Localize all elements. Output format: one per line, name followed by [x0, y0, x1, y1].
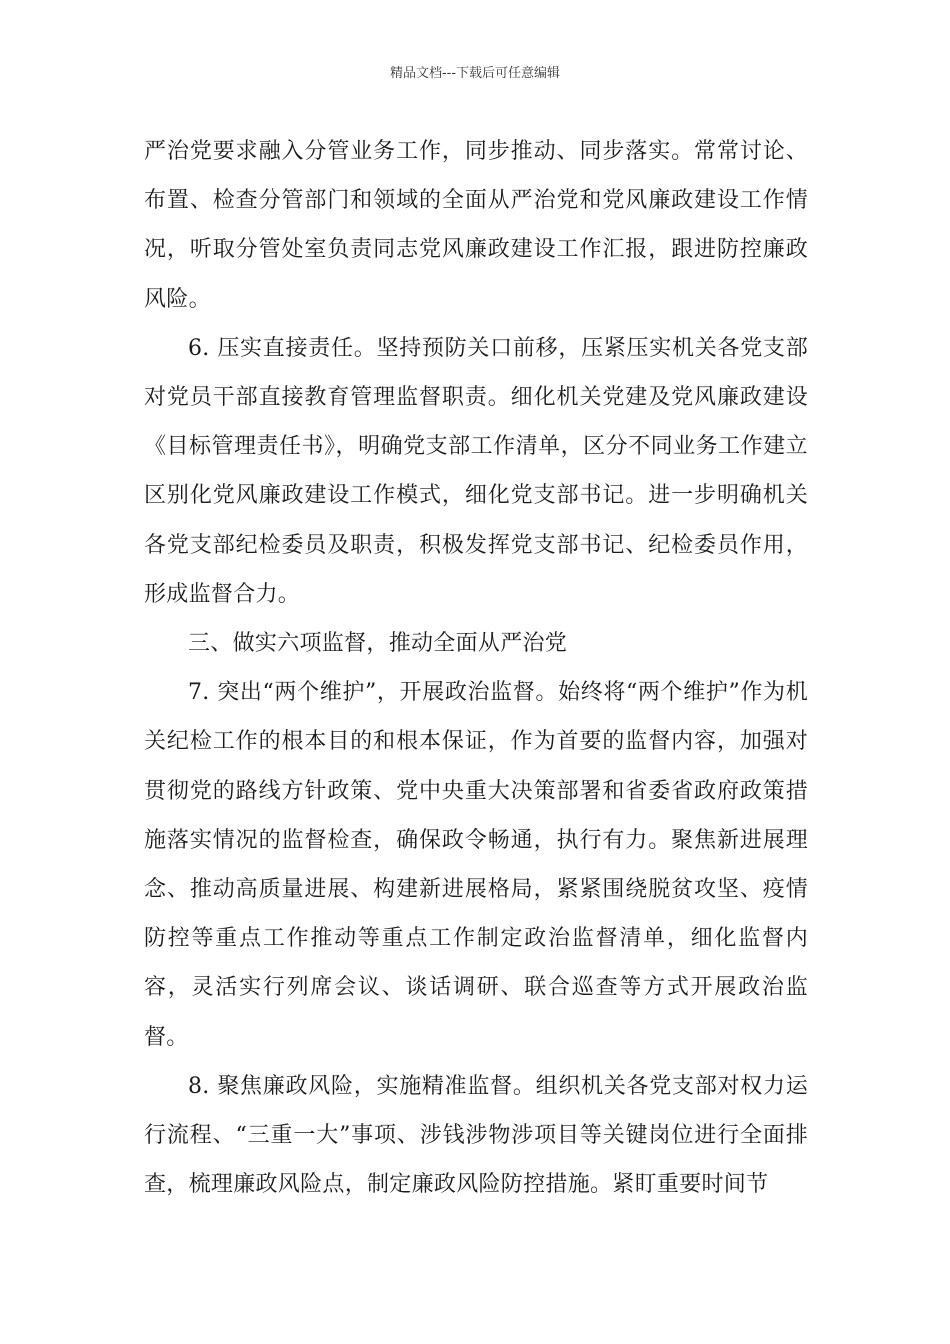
document-body: [144, 127, 808, 1209]
paragraph-item-8: 8. 聚焦廉政风险，实施精准监督。组织机关各党支部对权力运行流程、“三重一大”事项、涉钱涉物涉项目等关键岗位进行全面排查，梳理廉政风险点，制定廉政风险防控措施。紧盯重要时间节: [144, 1073, 808, 1198]
section-heading-3: 三、做实六项监督，推动全面从严治党: [188, 631, 568, 657]
paragraph-item-7: 7. 突出“两个维护”，开展政治监督。始终将“两个维护”作为机关纪检工作的根本目的和根本保证，作为首要的监督内容，加强对贯彻党的路线方针政策、党中央重大决策部署和省委省政府政策措施落实情况的监督检查，确保政令畅通，执行有力。聚焦新进展理念、推动高质量进展、构建新进展格局，紧紧围绕脱贫攻坚、疫情防控等重点工作推动等重点工作制定政治监督清单，细化监督内容，灵活实行列席会议、谈话调研、联合巡查等方式开展政治监督。: [144, 680, 808, 1050]
paragraph-continuation: 严治党要求融入分管业务工作，同步推动、同步落实。常常讨论、布置、检查分管部门和领域的全面从严治党和党风廉政建设工作情况，听取分管处室负责同志党风廉政建设工作汇报，跟进防控廉政风险。: [144, 139, 808, 312]
page-header: 精品文档---下载后可任意编辑: [389, 66, 561, 81]
paragraph-item-6: 6. 压实直接责任。坚持预防关口前移，压紧压实机关各党支部对党员干部直接教育管理监督职责。细化机关党建及党风廉政建设《目标管理责任书》，明确党支部工作清单，区分不同业务工作建立区别化党风廉政建设工作模式，细化党支部书记。进一步明确机关各党支部纪检委员及职责，积极发挥党支部书记、纪检委员作用，形成监督合力。: [144, 335, 808, 607]
